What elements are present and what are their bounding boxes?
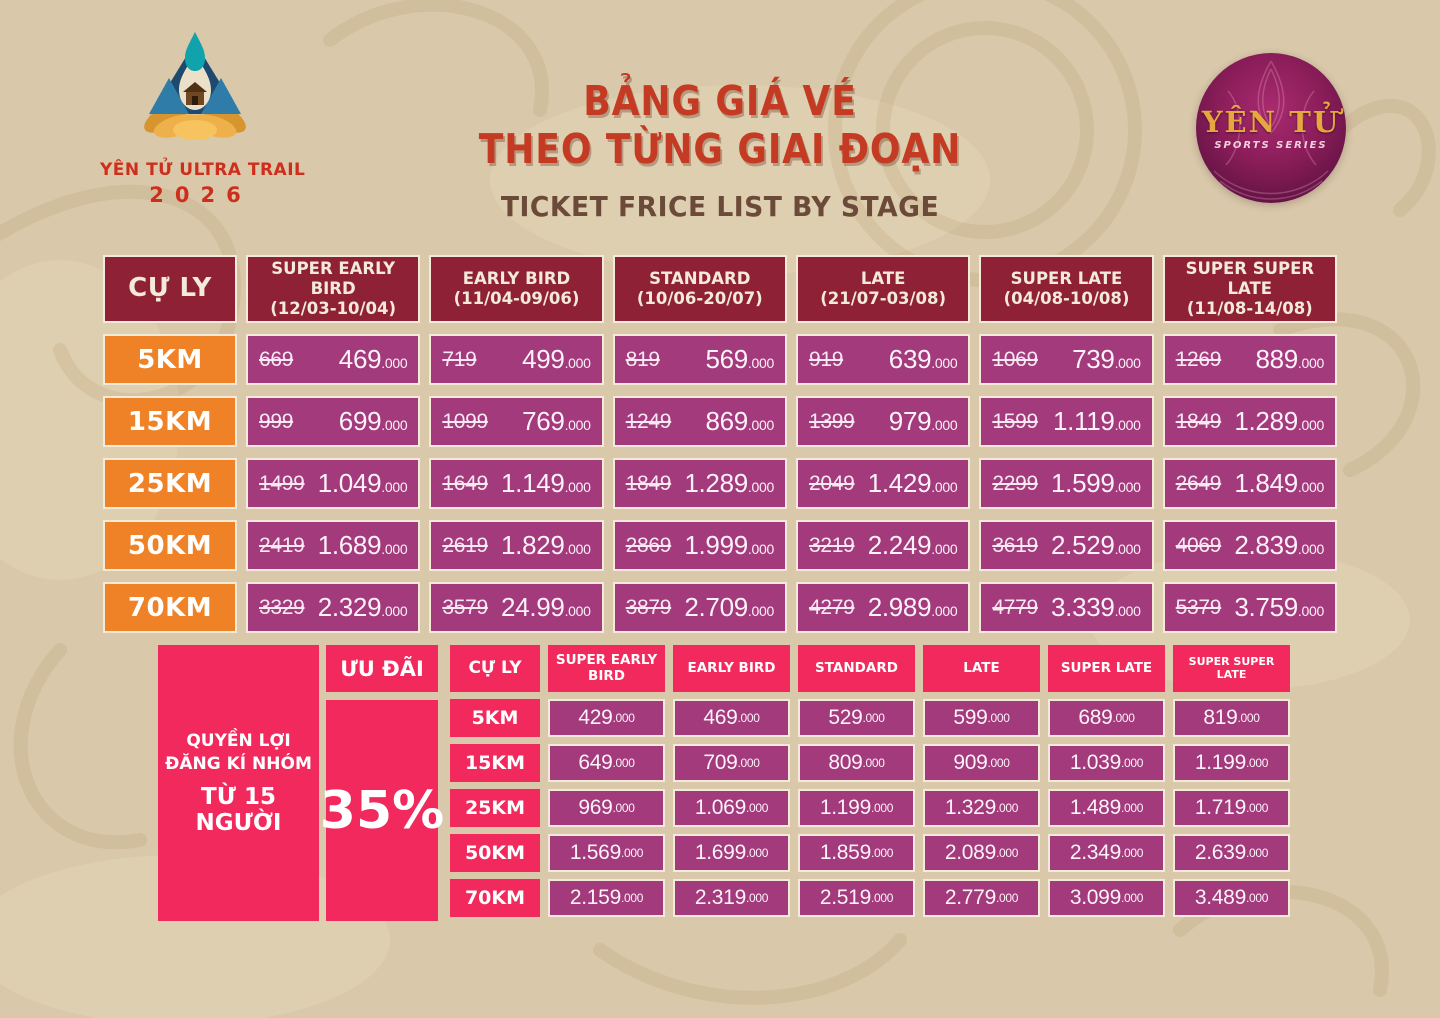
stage-header-cell [979,255,1153,323]
old-price: 1849 [625,471,672,495]
discount-value-box: 35% [326,700,438,921]
group-stage-header-cell: LATE [923,645,1040,692]
price-cell [979,334,1153,385]
new-price: 979.000 [888,406,958,436]
price-cell [429,458,603,509]
group-price-cell: 649 .000 [548,744,665,782]
event-logo-title: YÊN TỬ ULTRA TRAIL [100,160,306,180]
group-distance-cell: 25KM [450,789,540,827]
stage-price-table [103,255,1337,633]
group-price-cell: 1.199 .000 [1173,744,1290,782]
new-price: 469.000 [338,344,408,374]
stage-header-cell [246,255,420,323]
old-price: 2869 [625,533,672,557]
stage-name: SUPER EARLY BIRD [271,258,396,298]
stage-name: SUPER SUPER LATE [1185,258,1315,298]
stage-header-cell [429,255,603,323]
new-price: 3.339.000 [1051,592,1141,622]
new-price: 2.529.000 [1051,530,1141,560]
stage-name: SUPER LATE [1010,268,1123,288]
new-price: 739.000 [1072,344,1141,374]
old-price: 1269 [1175,347,1222,371]
price-cell [979,458,1153,509]
new-price: 1.149.000 [501,468,591,498]
old-price: 719 [442,347,477,371]
stage-dates: (11/08-14/08) [1186,299,1313,319]
price-cell [796,334,970,385]
group-stage-header-cell: STANDARD [798,645,915,692]
new-price: 1.689.000 [317,530,408,560]
stage-name: LATE [860,268,906,288]
group-corner-header-cell: CỰ LY [450,645,540,692]
group-price-cell: 2.159 .000 [548,879,665,917]
title-line-1: BẢNG GIÁ VÉ [583,77,857,125]
group-price-cell: 1.039 .000 [1048,744,1165,782]
old-price: 669 [259,347,294,371]
group-price-cell: 529 .000 [798,699,915,737]
group-price-cell: 2.319 .000 [673,879,790,917]
new-price: 2.839.000 [1234,530,1324,560]
stage-dates: (12/03-10/04) [270,299,397,319]
price-cell [429,582,603,633]
group-price-cell: 1.489 .000 [1048,789,1165,827]
group-price-cell: 1.569 .000 [548,834,665,872]
old-price: 1069 [992,347,1038,371]
group-price-cell: 469 .000 [673,699,790,737]
group-price-cell: 3.099 .000 [1048,879,1165,917]
group-stage-header-cell: SUPER SUPER LATE [1173,645,1290,692]
stage-header-cell [1163,255,1337,323]
new-price: 1.289.000 [684,468,774,498]
price-cell [429,334,603,385]
old-price: 5379 [1175,595,1222,619]
price-cell [979,520,1153,571]
benefit-line-3: TỪ 15 NGƯỜI [195,784,282,837]
old-price: 2299 [992,471,1038,495]
group-distance-cell: 70KM [450,879,540,917]
series-logo-subtitle: SPORTS SERIES [1214,140,1328,151]
group-price-table [450,645,1290,917]
old-price: 1849 [1175,409,1222,433]
group-price-cell: 909 .000 [923,744,1040,782]
group-price-cell: 809 .000 [798,744,915,782]
new-price: 1.429.000 [867,468,958,498]
group-price-cell: 969 .000 [548,789,665,827]
corner-header-cell: CỰ LY [103,255,237,323]
stage-name: STANDARD [649,268,751,288]
distance-cell: 25KM [103,458,237,509]
price-cell [796,396,970,447]
price-cell [613,334,787,385]
old-price: 2049 [808,471,855,495]
old-price: 2419 [259,533,305,557]
stage-dates: (04/08-10/08) [1003,289,1130,308]
group-price-cell: 2.349 .000 [1048,834,1165,872]
new-price: 869.000 [705,406,774,436]
benefit-line-1: QUYỀN LỢI [186,730,291,751]
old-price: 4279 [808,595,855,619]
price-cell [979,582,1153,633]
new-price: 699.000 [338,406,408,436]
group-distance-cell: 50KM [450,834,540,872]
distance-cell: 15KM [103,396,237,447]
stage-dates: (10/06-20/07) [636,289,763,308]
distance-cell: 70KM [103,582,237,633]
new-price: 1.849.000 [1234,468,1324,498]
price-cell [246,396,420,447]
group-price-cell: 709 .000 [673,744,790,782]
new-price: 1.829.000 [501,530,591,560]
group-price-cell: 429 .000 [548,699,665,737]
price-cell [1163,396,1337,447]
old-price: 3219 [808,533,855,557]
group-price-cell: 1.859 .000 [798,834,915,872]
group-price-cell: 1.199 .000 [798,789,915,827]
group-distance-cell: 5KM [450,699,540,737]
old-price: 3619 [992,533,1038,557]
stage-dates: (21/07-03/08) [820,289,947,308]
group-price-cell: 2.089 .000 [923,834,1040,872]
group-price-cell: 2.639 .000 [1173,834,1290,872]
stage-header-cell [613,255,787,323]
group-price-cell: 1.329 .000 [923,789,1040,827]
price-cell [613,520,787,571]
old-price: 1249 [625,409,672,433]
benefit-line-2: ĐĂNG KÍ NHÓM [165,753,312,774]
group-stage-header-cell: SUPER EARLY BIRD [548,645,665,692]
price-cell [1163,458,1337,509]
stage-header-cell [796,255,970,323]
distance-cell: 5KM [103,334,237,385]
price-cell [613,582,787,633]
group-price-cell: 2.779 .000 [923,879,1040,917]
series-logo-title: YÊN TỬ [1201,105,1341,139]
title-line-2: THEO TỪNG GIAI ĐOẠN [478,124,962,173]
old-price: 3329 [259,595,305,619]
new-price: 2.709.000 [684,592,774,622]
new-price: 889.000 [1255,344,1324,374]
old-price: 4069 [1175,533,1222,557]
old-price: 1599 [992,409,1038,433]
price-cell [1163,334,1337,385]
old-price: 2619 [442,533,488,557]
new-price: 1.999.000 [684,530,774,560]
series-logo [1196,53,1346,203]
old-price: 1499 [259,471,305,495]
price-cell [246,334,420,385]
new-price: 1.049.000 [317,468,408,498]
group-price-cell: 2.519 .000 [798,879,915,917]
price-cell [796,582,970,633]
old-price: 4779 [992,595,1038,619]
group-price-cell: 1.719 .000 [1173,789,1290,827]
old-price: 999 [259,409,294,433]
group-stage-header-cell: EARLY BIRD [673,645,790,692]
price-cell [613,396,787,447]
old-price: 919 [808,347,844,371]
new-price: 1.119.000 [1052,406,1141,436]
old-price: 1099 [442,409,488,433]
old-price: 2649 [1175,471,1222,495]
old-price: 1399 [808,409,855,433]
group-stage-header-cell: SUPER LATE [1048,645,1165,692]
group-price-cell: 1.069 .000 [673,789,790,827]
stage-name: EARLY BIRD [462,268,571,288]
price-cell [613,458,787,509]
price-cell [796,458,970,509]
new-price: 1.599.000 [1051,468,1141,498]
price-cell [1163,520,1337,571]
event-logo-year: 2026 [149,183,252,207]
new-price: 2.249.000 [867,530,958,560]
new-price: 1.289.000 [1234,406,1324,436]
new-price: 639.000 [888,344,958,374]
group-price-cell: 599 .000 [923,699,1040,737]
new-price: 569.000 [705,344,774,374]
price-cell [429,396,603,447]
old-price: 1649 [442,471,488,495]
group-price-cell: 819 .000 [1173,699,1290,737]
new-price: 2.329.000 [317,592,408,622]
group-price-cell: 1.699 .000 [673,834,790,872]
old-price: 3579 [442,595,488,619]
price-cell [246,520,420,571]
new-price: 769.000 [522,406,591,436]
old-price: 819 [625,347,660,371]
page-subtitle: TICKET FRICE LIST BY STAGE [500,189,940,223]
stage-dates: (11/04-09/06) [453,289,580,308]
discount-label-box: ƯU ĐÃI [326,645,438,692]
new-price: 3.759.000 [1234,592,1324,622]
new-price: 24.99.000 [501,592,591,622]
price-cell [796,520,970,571]
new-price: 2.989.000 [867,592,958,622]
group-distance-cell: 15KM [450,744,540,782]
new-price: 499.000 [522,344,591,374]
distance-cell: 50KM [103,520,237,571]
group-price-cell: 3.489 .000 [1173,879,1290,917]
price-cell [246,582,420,633]
group-benefit-box [158,645,319,921]
price-cell [1163,582,1337,633]
group-price-cell: 689 .000 [1048,699,1165,737]
price-cell [979,396,1153,447]
price-cell [429,520,603,571]
price-cell [246,458,420,509]
old-price: 3879 [625,595,672,619]
